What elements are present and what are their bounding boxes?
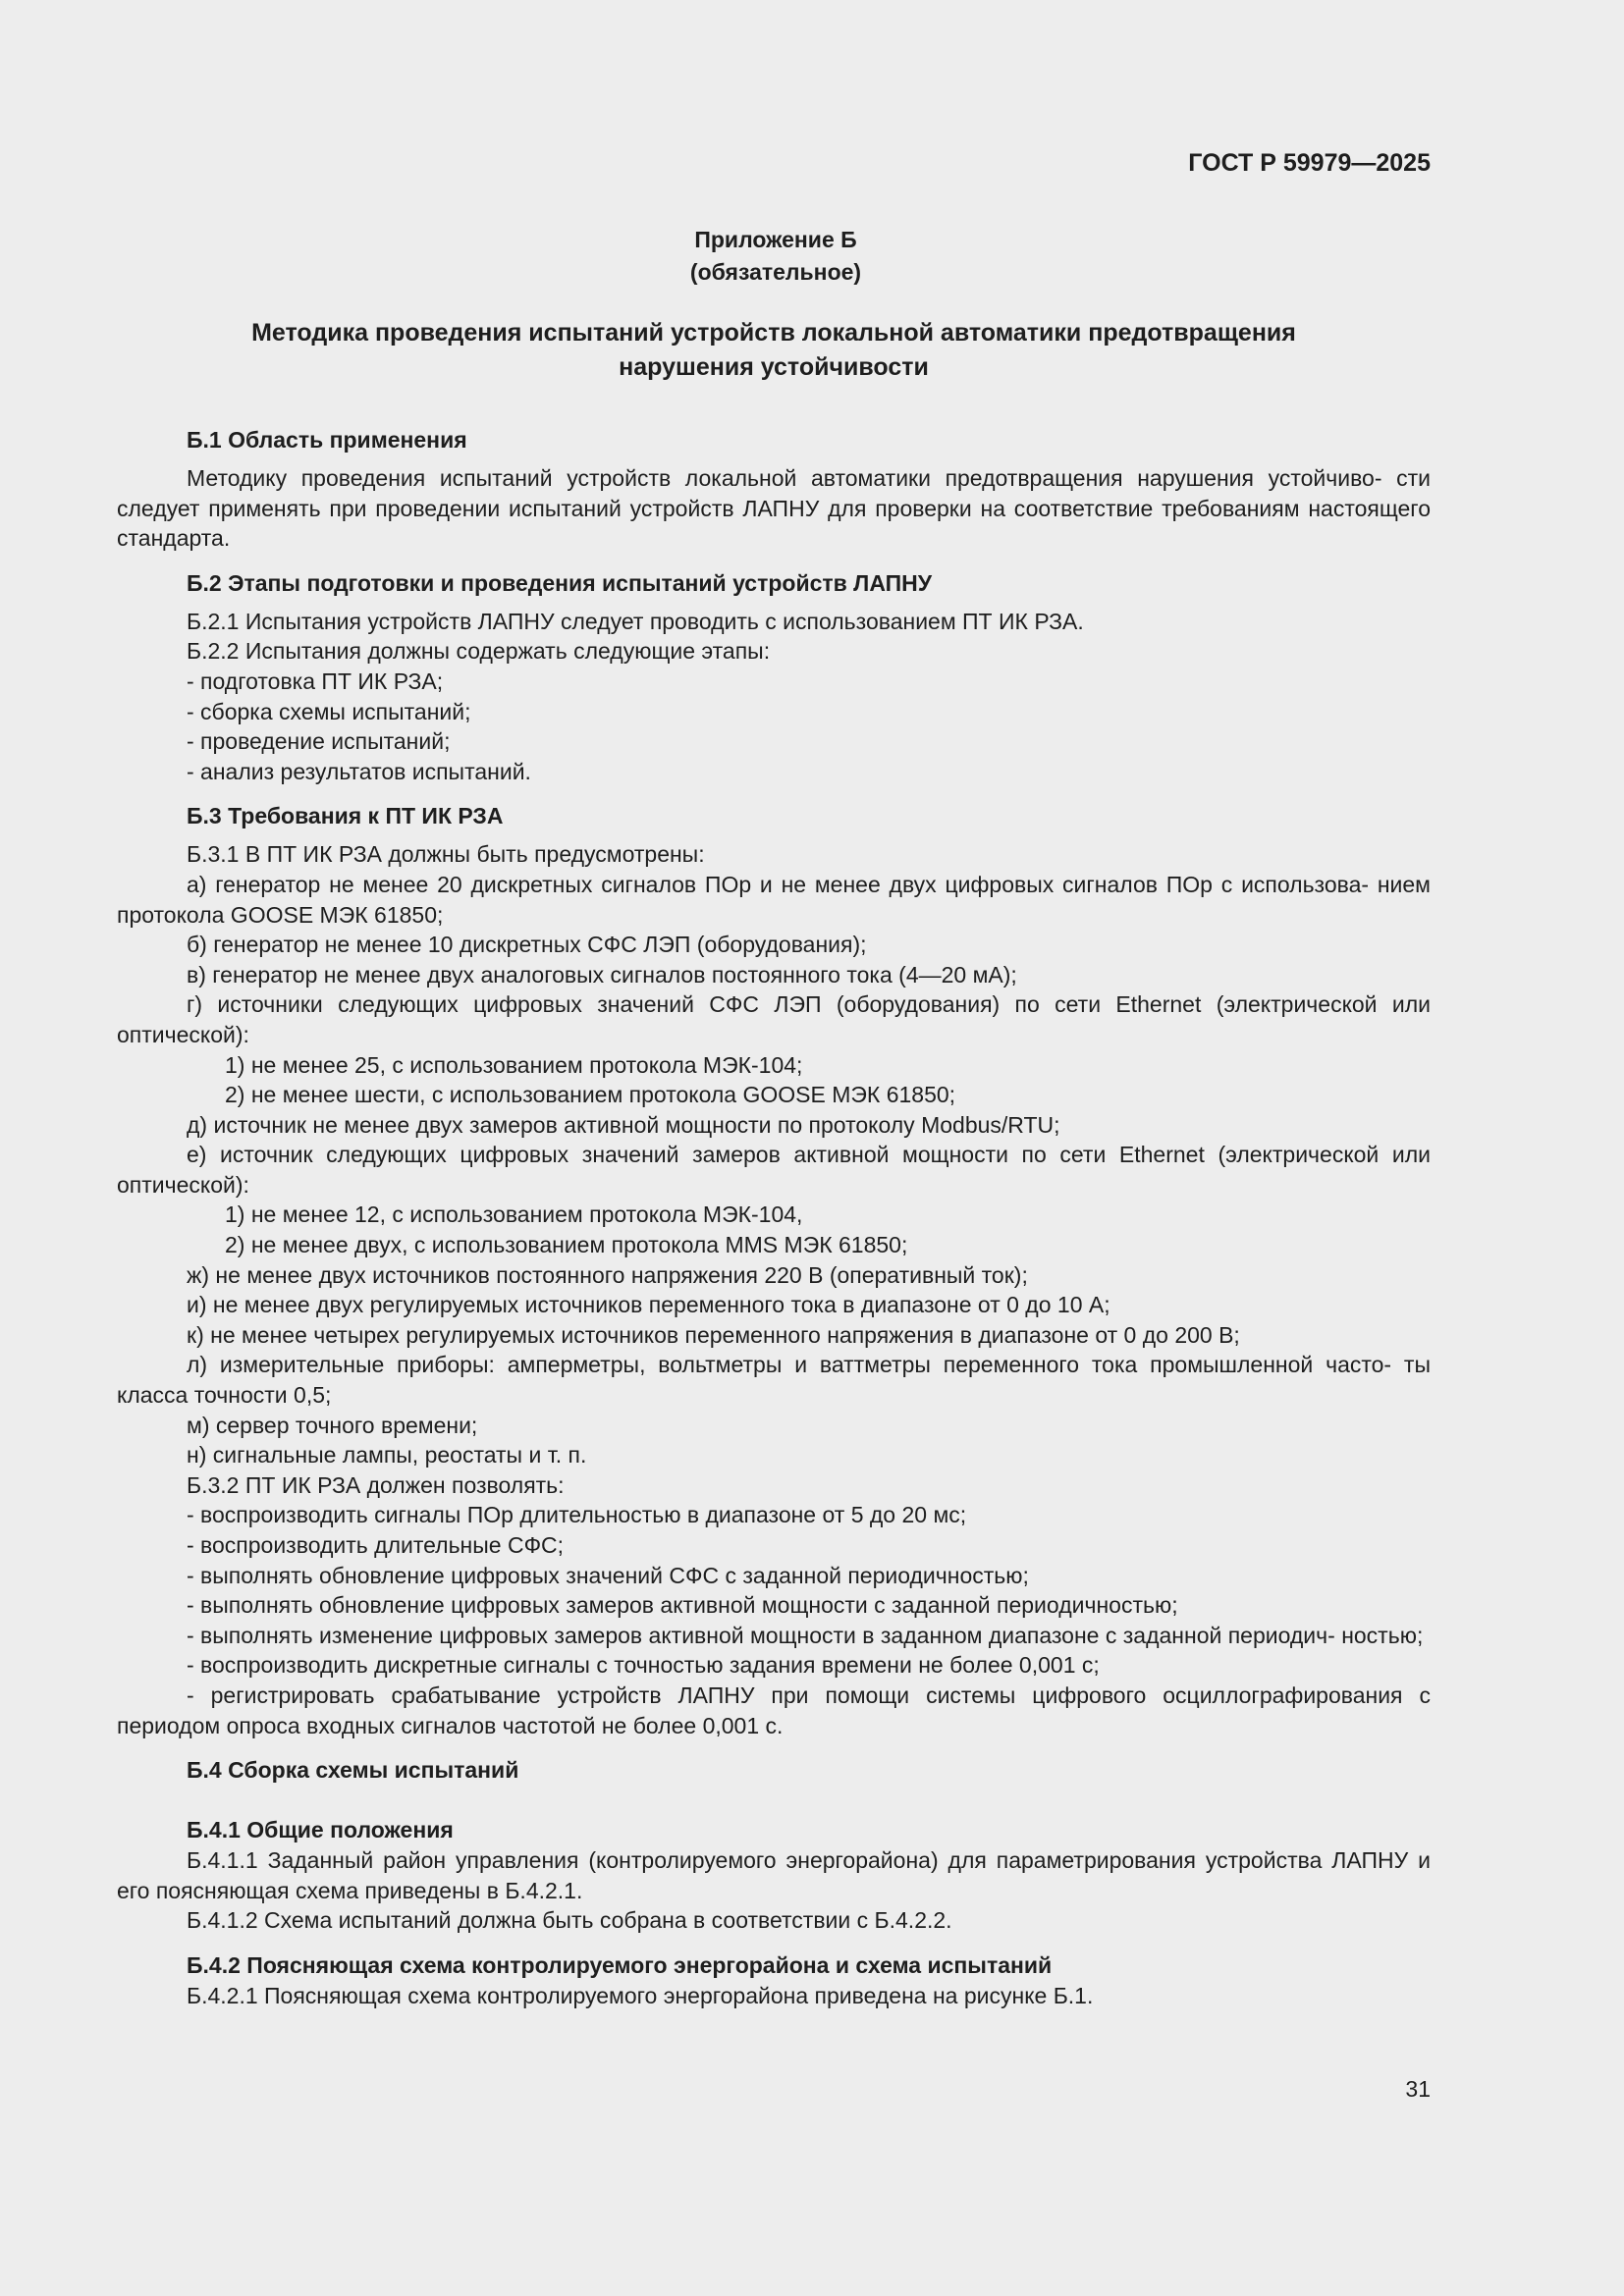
list-item: б) генератор не менее 10 дискретных СФС ЛЭП (оборудования); — [187, 932, 867, 958]
list-item: л) измерительные приборы: амперметры, вольтметры и ваттметры переменного тока промышленной часто- ты класса точности 0,5; — [117, 1352, 1431, 1409]
paragraph: Б.3.1 В ПТ ИК РЗА должны быть предусмотрены: — [187, 841, 705, 868]
list-item: - выполнять изменение цифровых замеров активной мощности в заданном диапазоне с заданной периодич- ностью; — [187, 1622, 1424, 1648]
list-item: - воспроизводить длительные СФС; — [187, 1532, 565, 1558]
paragraph: Б.2.1 Испытания устройств ЛАПНУ следует проводить с использованием ПТ ИК РЗА. — [187, 608, 1084, 634]
list-item: ж) не менее двух источников постоянного напряжения 220 В (оперативный ток); — [187, 1261, 1028, 1288]
list-item: к) не менее четырех регулируемых источников переменного напряжения в диапазоне от 0 до 200 В; — [187, 1321, 1240, 1348]
paragraph: Б.4.2.1 Поясняющая схема контролируемого энергорайона приведена на рисунке Б.1. — [187, 1982, 1094, 2008]
sub-list-item: 1) не менее 12, с использованием протокола МЭК-104, — [225, 1201, 803, 1228]
section-heading-b2: Б.2 Этапы подготовки и проведения испытаний устройств ЛАПНУ — [187, 569, 933, 596]
list-item: н) сигнальные лампы, реостаты и т. п. — [187, 1442, 587, 1468]
list-item: - воспроизводить дискретные сигналы с точностью задания времени не более 0,001 с; — [187, 1652, 1100, 1679]
list-item: а) генератор не менее 20 дискретных сигналов ПОр и не менее двух цифровых сигналов ПОр с использова- нием протокола GOOSE МЭК 61850; — [117, 871, 1431, 928]
paragraph: Методику проведения испытаний устройств локальной автоматики предотвращения нарушения устойчиво- сти следует применять при проведении испытаний устройств ЛАПНУ для проверки на соответствие требованиям настоящего стандарта. — [117, 465, 1431, 552]
standard-code: ГОСТ Р 59979—2025 — [1188, 149, 1431, 177]
sub-list-item: 1) не менее 25, с использованием протокола МЭК-104; — [225, 1051, 803, 1078]
subsection-heading-b42: Б.4.2 Поясняющая схема контролируемого энергорайона и схема испытаний — [187, 1951, 1053, 1978]
appendix-heading — [0, 224, 1551, 289]
paragraph: Б.4.1.2 Схема испытаний должна быть собрана в соответствии с Б.4.2.2. — [187, 1907, 952, 1934]
paragraph: Б.2.2 Испытания должны содержать следующие этапы: — [187, 638, 771, 665]
paragraph: Б.4.1.1 Заданный район управления (контролируемого энергорайона) для параметрирования устройства ЛАПНУ и его поясняющая схема приведены в Б.4.2.1. — [117, 1847, 1431, 1903]
list-item: - анализ результатов испытаний. — [187, 758, 531, 784]
sub-list-item: 2) не менее двух, с использованием протокола MMS МЭК 61850; — [225, 1232, 908, 1258]
document-body — [117, 425, 1431, 2011]
appendix-label: Приложение Б — [694, 227, 857, 252]
list-item: - выполнять обновление цифровых замеров активной мощности с заданной периодичностью; — [187, 1592, 1178, 1619]
list-item: в) генератор не менее двух аналоговых сигналов постоянного тока (4—20 мА); — [187, 961, 1017, 988]
list-item: - проведение испытаний; — [187, 728, 451, 755]
document-title — [117, 316, 1431, 385]
section-heading-b4: Б.4 Сборка схемы испытаний — [187, 1757, 519, 1784]
list-item: - регистрировать срабатывание устройств ЛАПНУ при помощи системы цифрового осциллографирования с периодом опроса входных сигналов частотой не более 0,001 с. — [117, 1682, 1431, 1738]
list-item: е) источник следующих цифровых значений замеров активной мощности по сети Ethernet (электрической или оптической): — [117, 1142, 1431, 1198]
list-item: - сборка схемы испытаний; — [187, 698, 471, 724]
list-item: д) источник не менее двух замеров активной мощности по протоколу Modbus/RTU; — [187, 1111, 1060, 1138]
document-title-line: Методика проведения испытаний устройств локальной автоматики предотвращения — [251, 319, 1296, 347]
sub-list-item: 2) не менее шести, с использованием протокола GOOSE МЭК 61850; — [225, 1082, 956, 1108]
list-item: г) источники следующих цифровых значений СФС ЛЭП (оборудования) по сети Ethernet (электрической или оптической): — [117, 991, 1431, 1047]
list-item: м) сервер точного времени; — [187, 1412, 478, 1438]
document-title-line: нарушения устойчивости — [619, 353, 929, 381]
section-heading-b3: Б.3 Требования к ПТ ИК РЗА — [187, 803, 504, 829]
list-item: - выполнять обновление цифровых значений СФС с заданной периодичностью; — [187, 1562, 1029, 1588]
page-number: 31 — [1405, 2076, 1431, 2102]
list-item: и) не менее двух регулируемых источников переменного тока в диапазоне от 0 до 10 А; — [187, 1292, 1110, 1318]
appendix-status: (обязательное) — [689, 259, 862, 285]
section-heading-b1: Б.1 Область применения — [187, 427, 467, 453]
list-item: - воспроизводить сигналы ПОр длительностью в диапазоне от 5 до 20 мс; — [187, 1502, 967, 1528]
paragraph: Б.3.2 ПТ ИК РЗА должен позволять: — [187, 1471, 565, 1498]
list-item: - подготовка ПТ ИК РЗА; — [187, 667, 444, 694]
subsection-heading-b41: Б.4.1 Общие положения — [187, 1817, 454, 1843]
